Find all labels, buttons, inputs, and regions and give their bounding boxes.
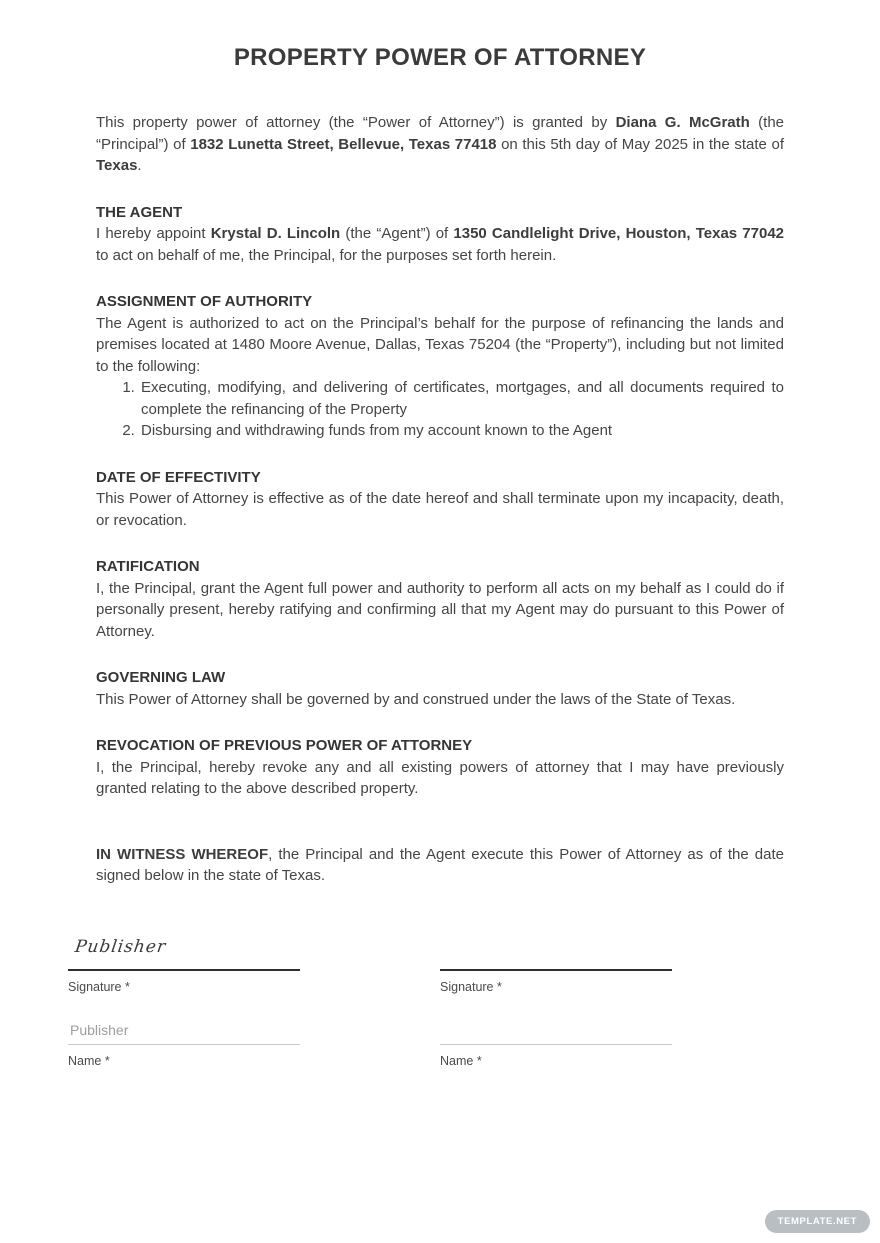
- section-heading-assignment: ASSIGNMENT OF AUTHORITY: [96, 293, 313, 310]
- list-item: 2. Disbursing and withdrawing funds from my account known to the Agent: [139, 420, 784, 442]
- name-label: Name *: [440, 1053, 482, 1068]
- section-heading-ratification: RATIFICATION: [96, 558, 200, 575]
- witness-paragraph: IN WITNESS WHEREOF, the Principal and the Agent execute this Power of Attorney as of the date signed below in the state of Texas.: [96, 845, 784, 884]
- handwritten-signature: Publisher: [73, 936, 168, 957]
- signature-column-right: [440, 923, 672, 1068]
- section-the-agent: [96, 202, 784, 267]
- section-heading-effectivity: DATE OF EFFECTIVITY: [96, 468, 261, 486]
- section-governing-law: [96, 667, 784, 710]
- section-heading-governing-law: GOVERNING LAW: [96, 669, 226, 686]
- section-assignment-of-authority: [96, 291, 784, 442]
- signature-line[interactable]: [440, 969, 672, 971]
- name-input[interactable]: [68, 1016, 300, 1045]
- section-body-the-agent: I hereby appoint Krystal D. Lincoln (the “Agent”) of 1350 Candlelight Drive, Houston, Texas 77042 to act on behalf of me, the Principal, for the purposes set forth herein.: [96, 225, 785, 264]
- page-title: PROPERTY POWER OF ATTORNEY: [233, 44, 647, 71]
- signature-area: [0, 923, 880, 1068]
- signature-column-left: [68, 923, 300, 1068]
- section-body-revocation: I, the Principal, hereby revoke any and all existing powers of attorney that I may have previously granted relating to the above described property.: [96, 758, 784, 797]
- section-heading-the-agent: THE AGENT: [96, 203, 183, 221]
- section-heading-revocation: REVOCATION OF PREVIOUS POWER OF ATTORNEY: [96, 737, 473, 754]
- name-label: Name *: [68, 1053, 110, 1068]
- template-net-watermark: TEMPLATE.NET: [765, 1210, 870, 1233]
- name-input[interactable]: [440, 1016, 672, 1045]
- list-item: 1. Executing, modifying, and delivering of certificates, mortgages, and all documents required to complete the refinancing of the Property: [139, 377, 784, 420]
- section-body-assignment: The Agent is authorized to act on the Principal’s behalf for the purpose of refinancing the lands and premises located at 1480 Moore Avenue, Dallas, Texas 75204 (the “Property”), including but not limited to the following:: [96, 314, 784, 375]
- section-revocation: [96, 735, 784, 800]
- section-body-ratification: I, the Principal, grant the Agent full power and authority to perform all acts on my behalf as I could do if personally present, hereby ratifying and confirming all that my Agent may do pursuant to this Power of Attorney.: [96, 579, 784, 640]
- signature-label: Signature *: [440, 979, 502, 994]
- section-date-of-effectivity: [96, 467, 784, 532]
- signature-line[interactable]: [68, 969, 300, 971]
- section-body-effectivity: This Power of Attorney is effective as of the date hereof and shall terminate upon my incapacity, death, or revocation.: [96, 490, 784, 529]
- authority-list: [96, 377, 784, 442]
- intro-paragraph: This property power of attorney (the “Power of Attorney”) is granted by Diana G. McGrath (the “Principal”) of 1832 Lunetta Street, Bellevue, Texas 77418 on this 5th day of May 2025 in the state of Texas.: [96, 114, 785, 174]
- section-ratification: [96, 556, 784, 642]
- signature-label: Signature *: [68, 979, 130, 994]
- section-body-governing-law: This Power of Attorney shall be governed by and construed under the laws of the State of Texas.: [96, 690, 736, 708]
- handwritten-signature-empty: [438, 923, 675, 957]
